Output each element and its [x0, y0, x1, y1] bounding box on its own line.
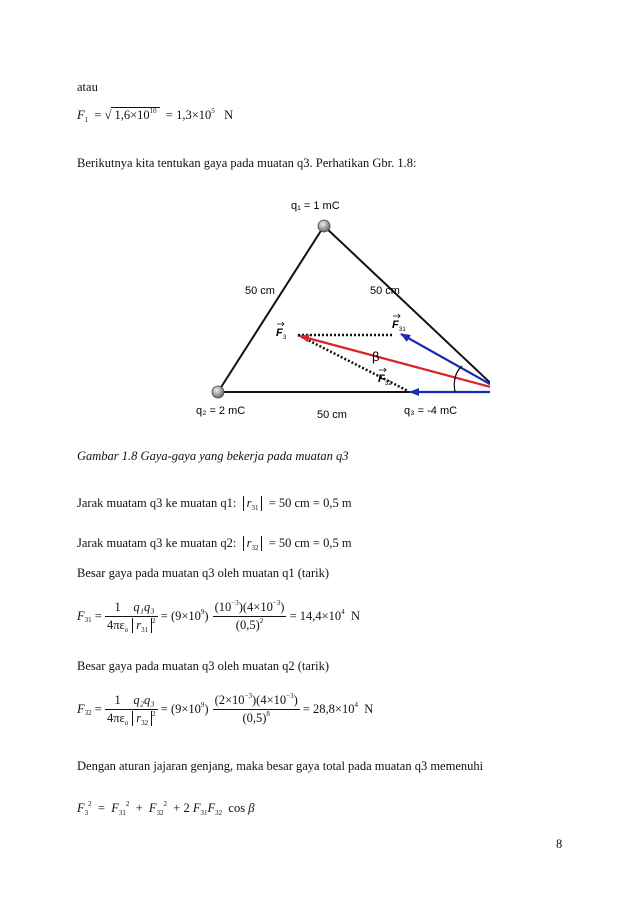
vector-f3-resultant — [300, 336, 490, 389]
eq-f31-const: = $(9\times 10^9)$ — [160, 608, 209, 623]
distance-r32-symbol: r — [246, 536, 252, 550]
eq-f32-qq: q₂q₃ — [130, 693, 157, 710]
eq-total-f31-exp: 2 — [125, 800, 130, 808]
eq-f32-r: $r_{32}^2$ — [130, 710, 157, 726]
label-q1: q₁ = 1 mC — [291, 200, 340, 212]
label-f31 — [392, 314, 406, 333]
vector-f31-component — [401, 334, 490, 388]
eq-f31-qq: q₁q₃ — [130, 600, 157, 617]
eq-total-prod-a-sub: 31 — [200, 809, 208, 817]
label-q2: q₂ = 2 mC — [196, 405, 246, 417]
paragraph-total: Dengan aturan jajaran genjang, maka besar gaya total pada muatan q3 memenuhi — [77, 759, 484, 773]
label-bottom-side: 50 cm — [317, 409, 347, 420]
eq-f1-result: 1,3×10 — [176, 108, 212, 122]
eq-total-f32: F — [148, 801, 157, 815]
eq-f1-lhs-sub: 1 — [84, 116, 89, 124]
eq-f1-equals-2: = — [162, 108, 177, 122]
eq-f32-equals: = — [91, 702, 105, 716]
eq-f31-lhs-sub: 31 — [84, 615, 92, 624]
charge-q1-node — [318, 220, 330, 232]
eq-f31-coulomb-fraction — [105, 600, 130, 633]
eq-f31-r: $r_{31}^2$ — [130, 617, 157, 633]
svg-text:F: F — [392, 319, 399, 331]
eq-f31-fourpi: $4\pi\varepsilon_o$ — [106, 618, 129, 634]
label-f32 — [378, 368, 392, 387]
svg-text:32: 32 — [385, 381, 392, 387]
eq-total-prod-b-sub: 32 — [215, 809, 223, 817]
eq-f1-equals: = — [91, 108, 105, 122]
eq-f32-value-fraction — [213, 693, 300, 726]
equation-total — [77, 801, 254, 816]
label-q3: q₃ = -4 mC — [404, 405, 458, 417]
eq-f31-unit: N — [350, 609, 360, 623]
eq-f32-const: = $(9\times 10^9)$ — [160, 701, 209, 716]
eq-f1-lhs: F — [77, 108, 85, 122]
distance-r32-line — [77, 536, 352, 551]
eq-total-f32-sub: 32 — [156, 809, 164, 817]
label-left-side: 50 cm — [245, 285, 275, 297]
figure-force-triangle — [190, 195, 490, 420]
eq-total-f31-sub: 31 — [118, 809, 126, 817]
eq-total-cos: cos — [228, 801, 246, 815]
eq-f32-charge-fraction — [130, 693, 157, 726]
eq-total-f31: F — [111, 801, 119, 815]
paragraph-next: Berikutnya kita tentukan gaya pada muatan q3. Perhatikan Gbr. 1.8: — [77, 156, 417, 170]
triangle-side-right — [324, 226, 490, 392]
eq-f31-lhs: F — [77, 609, 85, 623]
label-beta: β — [372, 349, 380, 364]
eq-f32-one: 1 — [105, 693, 130, 710]
svg-text:F: F — [378, 373, 385, 385]
eq-f1-unit: N — [224, 108, 234, 122]
equation-f31 — [77, 600, 360, 633]
eq-f1-radicand: 1,6×10 — [114, 108, 150, 122]
equation-f1 — [77, 107, 233, 123]
eq-f32-result: = $28,8\times 10^4$ — [302, 701, 358, 716]
eq-f31-value-fraction — [213, 600, 287, 633]
equation-f32 — [77, 693, 373, 726]
distance-r32-value: = 50 cm = 0,5 m — [268, 536, 352, 550]
distance-r31-sub: 31 — [251, 504, 259, 512]
eq-f32-value-den: $(0,5)^8$ — [242, 710, 270, 725]
eq-total-beta: β — [248, 801, 255, 815]
eq-total-plus-two: + 2 — [173, 801, 190, 815]
page-number: 8 — [556, 837, 563, 851]
eq-total-f3-sub: 3 — [84, 809, 89, 817]
figure-caption: Gambar 1.8 Gaya-gaya yang bekerja pada muatan q3 — [77, 449, 349, 463]
svg-text:3: 3 — [283, 335, 287, 341]
distance-r31-value: = 50 cm = 0,5 m — [268, 496, 352, 510]
eq-total-f3-exp: 2 — [88, 800, 92, 808]
distance-r31-line — [77, 496, 352, 511]
distance-r31-symbol: r — [246, 496, 252, 510]
eq-f31-charge-fraction — [130, 600, 157, 633]
eq-f31-value-num: $(10^{-3})(4\times 10^{-3})$ — [213, 600, 287, 617]
distance-r31-abs — [243, 496, 263, 511]
distance-r32-sub: 32 — [251, 544, 259, 552]
triangle-side-left — [218, 226, 324, 392]
eq-total-equals: = — [97, 801, 105, 815]
eq-f32-unit: N — [364, 702, 374, 716]
eq-f32-lhs: F — [77, 702, 85, 716]
distance-r32-text: Jarak muatam q3 ke muatan q2: — [77, 536, 237, 550]
eq-f32-lhs-sub: 32 — [84, 708, 92, 717]
eq-f31-result: = $14,4\times 10^4$ — [289, 608, 345, 623]
eq-f31-equals: = — [91, 609, 105, 623]
paragraph-f31: Besar gaya pada muatan q3 oleh muatan q1 (tarik) — [77, 566, 329, 580]
svg-text:31: 31 — [399, 327, 406, 333]
label-right-side: 50 cm — [370, 285, 400, 297]
eq-total-f32-exp: 2 — [163, 800, 168, 808]
eq-f32-coulomb-fraction — [105, 693, 130, 726]
eq-total-prod-a: F — [192, 801, 201, 815]
eq-total-f3: F — [77, 801, 85, 815]
eq-total-plus: + — [135, 801, 143, 815]
eq-f32-fourpi: $4\pi\varepsilon_o$ — [106, 711, 129, 727]
eq-f32-value-num: $(2\times 10^{-3})(4\times 10^{-3})$ — [213, 693, 300, 710]
eq-f1-result-exp: 5 — [211, 107, 215, 115]
eq-f1-radicand-box — [111, 107, 159, 123]
charge-q2-node — [212, 386, 224, 398]
distance-r31-text: Jarak muatam q3 ke muatan q1: — [77, 496, 237, 510]
sqrt-sign-icon: √ — [104, 108, 112, 122]
distance-r32-abs — [243, 536, 263, 551]
label-f3 — [276, 322, 287, 341]
paragraph-f32: Besar gaya pada muatan q3 oleh muatan q2 (tarik) — [77, 659, 329, 673]
eq-f31-one: 1 — [105, 600, 130, 617]
intro-word: atau — [77, 80, 98, 94]
eq-f1-radicand-exp: 10 — [149, 107, 157, 115]
eq-f31-value-den: $(0,5)^2$ — [235, 617, 264, 632]
svg-text:F: F — [276, 327, 283, 339]
eq-total-prod-b: F — [207, 801, 216, 815]
